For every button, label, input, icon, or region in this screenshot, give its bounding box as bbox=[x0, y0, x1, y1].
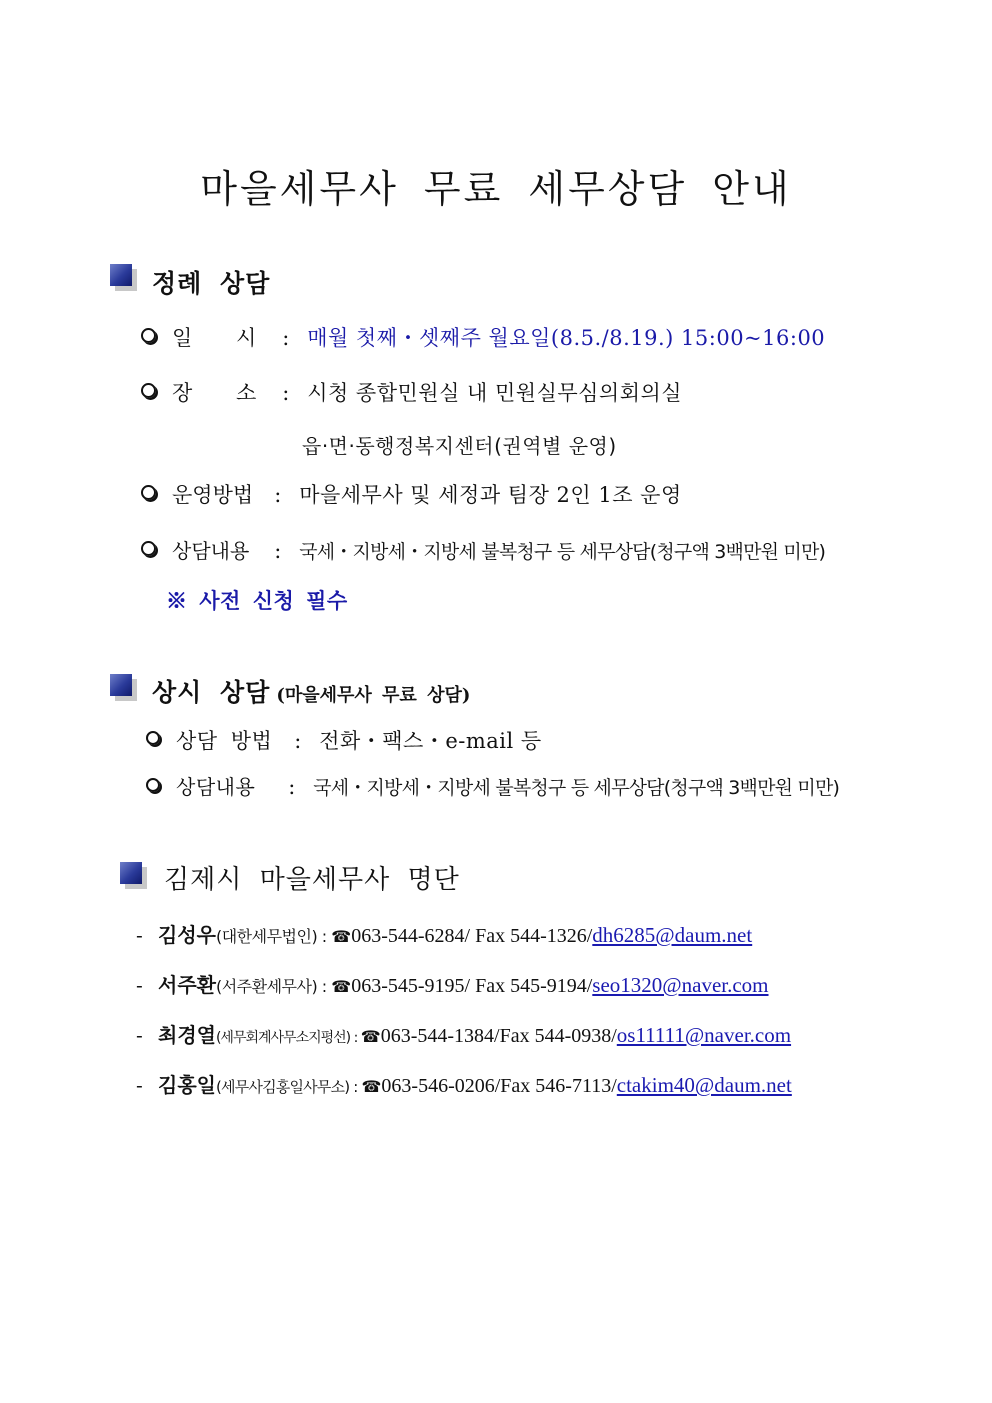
list-item: - 최경열(세무회계사무소지평선) : ☎063-544-1384/Fax 544-0938/os11111@naver.com bbox=[136, 1023, 792, 1047]
page-title: 마을세무사 무료 세무상담 안내 bbox=[200, 167, 792, 211]
place-row: 장 소 : 시청 종합민원실 내 민원실무심의회의실 bbox=[172, 381, 683, 405]
content-value: 국세・지방세・지방세 불복청구 등 세무상담(청구액 3백만원 미만) bbox=[299, 541, 826, 563]
phone-icon: ☎ bbox=[331, 927, 352, 946]
place-value: 시청 종합민원실 내 민원실무심의회의실 bbox=[307, 381, 683, 405]
email-link[interactable]: os11111@naver.com bbox=[616, 1023, 792, 1047]
section-heading-roster: 김제시 마을세무사 명단 bbox=[164, 865, 460, 895]
content-row: 상담내용 : 국세・지방세・지방세 불복청구 등 세무상담(청구액 3백만원 미만) bbox=[172, 539, 826, 563]
circle-bullet-icon bbox=[141, 328, 156, 343]
content-value-2: 국세・지방세・지방세 불복청구 등 세무상담(청구액 3백만원 미만) bbox=[313, 777, 840, 799]
list-item: - 서주환(서주환세무사) : ☎063-545-9195/ Fax 545-9194/seo1320@naver.com bbox=[136, 973, 769, 997]
place-value-2: 읍·면·동행정복지센터(권역별 운영) bbox=[302, 434, 617, 458]
notice-text: ※ 사전 신청 필수 bbox=[166, 588, 348, 613]
list-item: - 김홍일(세무사김홍일사무소) : ☎063-546-0206/Fax 546-7113/ctakim40@daum.net bbox=[136, 1073, 792, 1097]
list-item: - 김성우(대한세무법인) : ☎063-544-6284/ Fax 544-1326/dh6285@daum.net bbox=[136, 923, 753, 947]
circle-bullet-icon bbox=[146, 778, 160, 792]
square-bullet-icon bbox=[110, 264, 132, 286]
section-heading-always: 상시 상담 (마을세무사 무료 상담) bbox=[152, 678, 471, 707]
method-value: 전화・팩스・e-mail 등 bbox=[319, 729, 542, 753]
phone-icon: ☎ bbox=[331, 977, 352, 996]
operation-row: 운영방법 : 마을세무사 및 세정과 팀장 2인 1조 운영 bbox=[172, 483, 682, 507]
email-link[interactable]: ctakim40@daum.net bbox=[616, 1073, 792, 1097]
section-heading-regular: 정례 상담 bbox=[152, 269, 271, 298]
square-bullet-icon bbox=[110, 674, 132, 696]
circle-bullet-icon bbox=[141, 541, 156, 556]
phone-icon: ☎ bbox=[360, 1027, 381, 1046]
email-link[interactable]: seo1320@naver.com bbox=[592, 973, 769, 997]
schedule-value: 매월 첫째・셋째주 월요일(8.5./8.19.) 15:00~16:00 bbox=[307, 326, 826, 350]
circle-bullet-icon bbox=[141, 383, 156, 398]
circle-bullet-icon bbox=[146, 731, 160, 745]
section-subheading: (마을세무사 무료 상담) bbox=[276, 685, 471, 706]
method-row: 상담 방법 : 전화・팩스・e-mail 등 bbox=[176, 729, 542, 753]
email-link[interactable]: dh6285@daum.net bbox=[592, 923, 753, 947]
circle-bullet-icon bbox=[141, 485, 156, 500]
operation-value: 마을세무사 및 세정과 팀장 2인 1조 운영 bbox=[299, 483, 682, 507]
content-row-2: 상담내용 : 국세・지방세・지방세 불복청구 등 세무상담(청구액 3백만원 미만) bbox=[176, 775, 840, 799]
square-bullet-icon bbox=[120, 862, 142, 884]
schedule-row: 일 시 : 매월 첫째・셋째주 월요일(8.5./8.19.) 15:00~16:00 bbox=[172, 326, 826, 350]
phone-icon: ☎ bbox=[361, 1077, 382, 1096]
